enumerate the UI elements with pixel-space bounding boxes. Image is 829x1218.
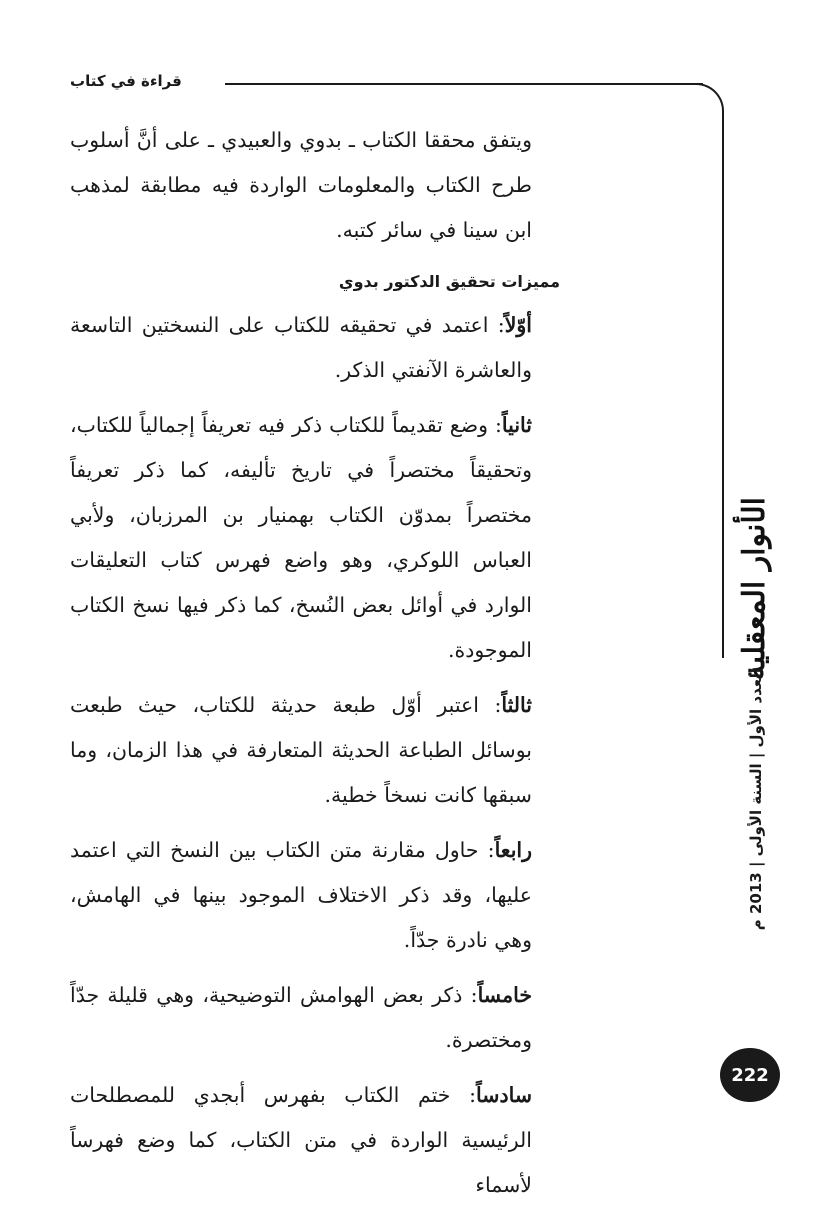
point-text: : ختم الكتاب بفهرس أبجدي للمصطلحات الرئيسية الواردة في متن الكتاب، كما وضع فهرساً لأسماء	[70, 1083, 532, 1197]
point-lead: رابعاً	[494, 838, 532, 862]
point-lead: ثالثاً	[501, 693, 532, 717]
issue-info	[736, 668, 776, 938]
point-text: : حاول مقارنة متن الكتاب بين النسخ التي اعتمد عليها، وقد ذكر الاختلاف الموجود بينها في الهامش، وهي نادرة جدّاً.	[70, 838, 532, 952]
page-number-badge	[720, 1048, 780, 1102]
point-lead: ثانياً	[501, 413, 532, 437]
point-paragraph	[70, 303, 560, 393]
section-heading: مميزات تحقيق الدكتور بدوي	[338, 272, 560, 291]
point-paragraph	[70, 973, 560, 1063]
point-text: : وضع تقديماً للكتاب ذكر فيه تعريفاً إجمالياً للكتاب، وتحقيقاً مختصراً في تاريخ تأليفه، كما ذكر تعريفاً مختصراً بمدوّن الكتاب بهمنيار بن المرزبان، ولأبي العباس اللوكري، وهو واضع فهرس كتاب التعليقات الوارد في أوائل بعض النُسخ، كما ذكر فيها نسخ الكتاب الموجودة.	[70, 413, 532, 662]
point-paragraph	[70, 403, 560, 673]
intro-paragraph: ويتفق محققا الكتاب ـ بدوي والعبيدي ـ على أنَّ أسلوب طرح الكتاب والمعلومات الواردة فيه مطابقة لمذهب ابن سينا في سائر كتبه.	[70, 128, 532, 242]
point-lead: سادساً	[476, 1083, 532, 1107]
section-label: قراءة في كتاب	[70, 72, 182, 90]
point-paragraph	[70, 683, 560, 818]
issue-text: العدد الأول | السنة الأولى | 2013 م	[747, 668, 765, 931]
point-text: : اعتمد في تحقيقه للكتاب على النسختين التاسعة والعاشرة الآنفتي الذكر.	[70, 313, 532, 382]
article-body	[70, 118, 560, 1218]
point-paragraph	[70, 828, 560, 963]
side-rule	[722, 110, 724, 658]
point-lead: خامساً	[477, 983, 532, 1007]
point-text: : ذكر بعض الهوامش التوضيحية، وهي قليلة جدّاً ومختصرة.	[70, 983, 532, 1052]
point-lead: أوّلاً	[504, 313, 532, 337]
point-paragraph	[70, 1073, 560, 1208]
header-rule	[225, 83, 703, 85]
journal-name: الأنوار المعقلية	[736, 497, 772, 681]
point-text: : اعتبر أوّل طبعة حديثة للكتاب، حيث طبعت بوسائل الطباعة الحديثة المتعارفة في هذا الزمان، وما سبقها كانت نسخاً خطية.	[70, 693, 532, 807]
page-number: 222	[731, 1064, 769, 1086]
header-rule-corner	[680, 83, 724, 119]
journal-logo	[727, 497, 781, 681]
